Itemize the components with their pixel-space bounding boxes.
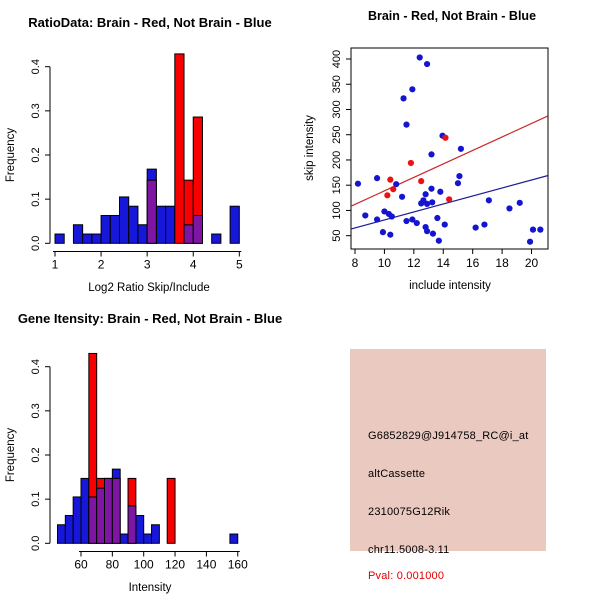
scatter-point xyxy=(387,232,393,238)
histogram-bar xyxy=(73,497,81,543)
chart-title: Gene Itensity: Brain - Red, Not Brain - Blue xyxy=(17,311,283,326)
scatter-point xyxy=(506,205,512,211)
histogram-bar xyxy=(212,234,221,243)
panel-intensity-scatter xyxy=(300,0,600,300)
scatter-point xyxy=(389,213,395,219)
x-tick-label: 18 xyxy=(495,256,509,270)
scatter-point xyxy=(456,173,462,179)
chart-title: Brain - Red, Not Brain - Blue xyxy=(367,9,537,23)
y-tick-label: 250 xyxy=(331,125,343,144)
y-tick-label: 0.0 xyxy=(30,535,42,551)
histogram-bar xyxy=(101,215,110,243)
scatter-point xyxy=(409,86,415,92)
panel-gene-info xyxy=(300,300,600,600)
scatter-point xyxy=(481,221,487,227)
histogram-bar xyxy=(184,180,193,225)
x-tick-label: 140 xyxy=(196,557,217,572)
x-tick-label: 12 xyxy=(407,256,421,270)
brain-fit-line xyxy=(351,116,548,206)
histogram-bar xyxy=(136,515,144,543)
scatter-point xyxy=(442,221,448,227)
x-tick-label: 20 xyxy=(524,256,539,270)
y-tick-label: 0.3 xyxy=(30,103,42,119)
x-tick-label: 4 xyxy=(189,257,197,272)
histogram-bar xyxy=(83,234,92,243)
scatter-point xyxy=(400,95,406,101)
gene-info-gene-symbol: 2310075G12Rik xyxy=(368,506,451,518)
histogram-bar xyxy=(105,478,113,543)
scatter-point xyxy=(429,199,435,205)
scatter-point xyxy=(517,200,523,206)
scatter-point xyxy=(387,177,393,183)
scatter-point xyxy=(455,180,461,186)
histogram-bar xyxy=(110,215,119,243)
gene-info-pvalue: Pval: 0.001000 xyxy=(368,570,445,582)
x-tick-label: 1 xyxy=(51,257,59,272)
ratio-histogram-chart xyxy=(0,0,300,300)
x-tick-label: 10 xyxy=(377,256,392,270)
scatter-point xyxy=(362,212,368,218)
y-tick-label: 0.1 xyxy=(30,491,42,507)
histogram-bar xyxy=(128,478,136,505)
histogram-bar xyxy=(81,478,89,543)
x-tick-label: 2 xyxy=(97,257,105,272)
scatter-point xyxy=(417,54,423,60)
histogram-bar xyxy=(65,515,73,543)
plot-box xyxy=(351,48,548,249)
scatter-point xyxy=(418,178,424,184)
histogram-bar xyxy=(120,197,129,243)
scatter-point xyxy=(420,197,426,203)
y-tick-label: 100 xyxy=(331,201,343,220)
histogram-bar xyxy=(97,478,105,488)
y-tick-label: 0.2 xyxy=(30,147,42,163)
histogram-bar xyxy=(230,534,238,543)
gene-info-probe-id: G6852829@J914758_RC@i_at xyxy=(368,430,529,442)
y-tick-label: 200 xyxy=(331,150,343,170)
scatter-point xyxy=(527,239,533,245)
histogram-bar xyxy=(193,117,202,215)
histogram-bar xyxy=(128,506,136,544)
y-axis-label: Frequency xyxy=(5,427,17,483)
scatter-point xyxy=(403,218,409,224)
scatter-point xyxy=(374,216,380,222)
histogram-bar xyxy=(57,525,65,544)
scatter-point xyxy=(414,220,420,226)
panel-gene-intensity-histogram xyxy=(0,300,300,600)
histogram-bar xyxy=(230,206,239,243)
histogram-bar xyxy=(97,488,105,543)
scatter-point xyxy=(423,191,429,197)
scatter-point xyxy=(403,122,409,128)
y-tick-label: 300 xyxy=(331,100,343,119)
scatter-point xyxy=(424,61,430,67)
y-tick-label: 0.3 xyxy=(30,403,42,419)
y-tick-label: 350 xyxy=(331,75,343,94)
y-axis-label: skip intensity xyxy=(304,115,316,181)
x-axis-label: Intensity xyxy=(128,582,172,594)
y-tick-label: 0.2 xyxy=(30,447,42,463)
y-tick-label: 0.4 xyxy=(30,59,42,75)
histogram-bar xyxy=(92,234,101,243)
y-tick-label: 50 xyxy=(331,229,343,242)
scatter-point xyxy=(530,227,536,233)
histogram-bar xyxy=(89,497,97,543)
histogram-bar xyxy=(167,478,175,543)
scatter-point xyxy=(428,151,434,157)
histogram-bar xyxy=(55,234,64,243)
scatter-point xyxy=(374,175,380,181)
x-axis-label: Log2 Ratio Skip/Include xyxy=(88,282,210,294)
x-axis-label: include intensity xyxy=(409,280,491,292)
scatter-point xyxy=(434,215,440,221)
x-tick-label: 60 xyxy=(74,557,88,572)
scatter-point xyxy=(355,181,361,187)
y-tick-label: 400 xyxy=(331,49,343,69)
scatter-point xyxy=(424,228,430,234)
scatter-point xyxy=(428,186,434,192)
histogram-bar xyxy=(144,534,152,543)
histogram-bar xyxy=(166,206,175,243)
intensity-scatter-chart xyxy=(300,0,600,300)
y-tick-label: 0.1 xyxy=(30,191,42,207)
histogram-bar xyxy=(184,225,193,244)
x-tick-label: 5 xyxy=(235,257,243,272)
histogram-bar xyxy=(120,534,128,543)
histogram-bar xyxy=(175,54,184,243)
gene-info-locus: chr11.5008-3.11 xyxy=(368,544,450,556)
scatter-point xyxy=(473,225,479,231)
panel-ratio-histogram xyxy=(0,0,300,300)
histogram-bar xyxy=(152,525,160,544)
histogram-bar xyxy=(147,180,156,243)
x-tick-label: 14 xyxy=(436,256,450,270)
histogram-bar xyxy=(193,215,202,243)
x-tick-label: 100 xyxy=(133,557,154,572)
histogram-bar xyxy=(89,353,97,496)
y-tick-label: 0.0 xyxy=(30,235,42,251)
scatter-point xyxy=(437,189,443,195)
gene-info-splice-type: altCassette xyxy=(368,468,426,480)
x-tick-label: 80 xyxy=(105,557,120,572)
gene-info-box xyxy=(350,349,546,582)
histogram-bar xyxy=(129,206,138,243)
scatter-point xyxy=(486,197,492,203)
scatter-point xyxy=(442,135,448,141)
y-axis-label: Frequency xyxy=(5,127,17,183)
scatter-point xyxy=(430,231,436,237)
chart-title: RatioData: Brain - Red, Not Brain - Blue xyxy=(28,15,272,30)
scatter-point xyxy=(384,192,390,198)
y-tick-label: 150 xyxy=(331,176,343,195)
scatter-point xyxy=(380,229,386,235)
x-tick-label: 3 xyxy=(143,257,151,272)
y-tick-label: 0.4 xyxy=(30,359,42,375)
scatter-point xyxy=(537,227,543,233)
gene-intensity-histogram-chart xyxy=(0,300,300,600)
scatter-point xyxy=(408,160,414,166)
scatter-point xyxy=(458,146,464,152)
x-tick-label: 8 xyxy=(351,256,359,270)
scatter-point xyxy=(436,238,442,244)
histogram-bar xyxy=(112,478,120,543)
scatter-point xyxy=(446,196,452,202)
histogram-bar xyxy=(156,206,165,243)
scatter-point xyxy=(399,194,405,200)
x-tick-label: 16 xyxy=(466,256,480,270)
histogram-bar xyxy=(138,225,147,244)
histogram-bar xyxy=(73,225,82,244)
x-tick-label: 160 xyxy=(227,557,248,572)
x-tick-label: 120 xyxy=(165,557,186,572)
scatter-point xyxy=(390,186,396,192)
